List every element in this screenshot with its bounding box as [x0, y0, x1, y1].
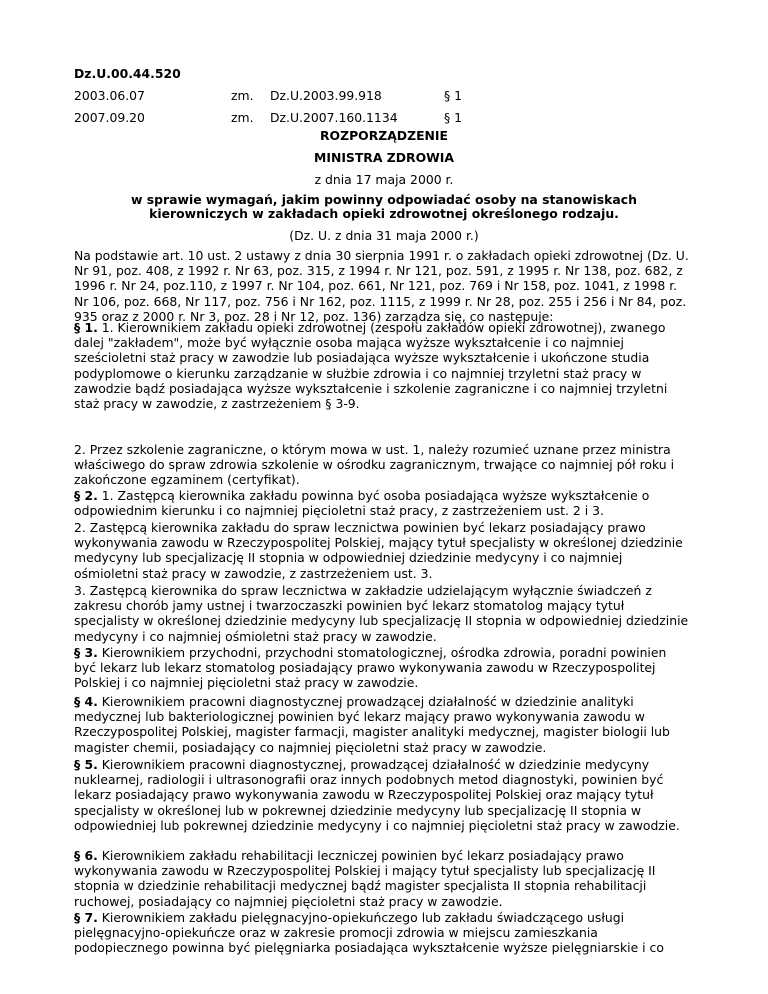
title-date: z dnia 17 maja 2000 r. — [314, 172, 454, 187]
paragraph-text: 2. Zastępcą kierownika zakładu do spraw lecznictwa powinien być lekarz posiadający prawo wykonywania zawodu w Rzeczypospolitej Polskiej, mający tytuł specjalisty w określonej dziedzinie medycyny lub specjalizację II stopnia w odpowiedniej dziedzinie medycyny i co najmniej ośmioletni staż pracy w zawodzie, z zastrzeżeniem ust. 3. — [74, 520, 683, 581]
paragraph-2 — [74, 488, 689, 518]
preamble: Na podstawie art. 10 ust. 2 ustawy z dnia 30 sierpnia 1991 r. o zakładach opieki zdrowotnej (Dz. U. Nr 91, poz. 408, z 1992 r. Nr 63, poz. 315, z 1994 r. Nr 121, poz. 591, z 1995 r. Nr 138, poz. 682, z 1996 r. Nr 24, poz.110, z 1997 r. Nr 104, poz. 661, Nr 121, poz. 769 i Nr 158, poz. 1041, z 1998 r. Nr 106, poz. 668, Nr 117, poz. 756 i Nr 162, poz. 1115, z 1999 r. Nr 28, poz. 255 i 256 i Nr 84, poz. 935 oraz z 2000 r. Nr 3, poz. 28 i Nr 12, poz. 136) zarządza się, co następuje: — [74, 248, 689, 324]
title-subject-line1: w sprawie wymagań, jakim powinny odpowiadać osoby na stanowiskach — [131, 192, 637, 207]
amendment-ref: Dz.U.2003.99.918 — [270, 88, 382, 103]
paragraph-2-2 — [74, 520, 689, 581]
paragraph-7 — [74, 910, 689, 956]
paragraph-text: Kierownikiem pracowni diagnostycznej prowadzącej działalność w dziedzinie analityki medycznej lub bakteriologicznej powinien być lekarz mający prawo wykonywania zawodu w Rzeczypospolitej Polskiej, magister farmacji, magister analityki medycznej, magister biologii lub magister chemii, posiadający co najmniej pięcioletni staż pracy w zawodzie. — [74, 694, 670, 755]
paragraph-label: § 1. — [74, 320, 98, 335]
amendment-type: zm. — [231, 110, 254, 125]
amendment-date: 2007.09.20 — [74, 110, 145, 125]
amendment-date: 2003.06.07 — [74, 88, 145, 103]
paragraph-6 — [74, 848, 689, 909]
title-authority: MINISTRA ZDROWIA — [314, 150, 454, 165]
paragraph-5 — [74, 757, 689, 833]
paragraph-2-3 — [74, 583, 689, 644]
title-heading: ROZPORZĄDZENIE — [320, 128, 448, 143]
paragraph-text: Kierownikiem przychodni, przychodni stomatologicznej, ośrodka zdrowia, poradni powinien być lekarz lub lekarz stomatolog posiadający prawo wykonywania zawodu w Rzeczypospolitej Polskiej i co najmniej pięcioletni staż pracy w zawodzie. — [74, 645, 667, 691]
paragraph-text: Kierownikiem zakładu pielęgnacyjno-opiekuńczego lub zakładu świadczącego usługi pielęgnacyjno-opiekuńcze oraz w zakresie promocji zdrowia w miejscu zamieszkania podopiecznego powinna być pielęgniarka posiadająca wykształcenie wyższe pielęgniarskie i co — [74, 910, 664, 956]
paragraph-1-2 — [74, 442, 689, 488]
title-subject-line2: kierowniczych w zakładach opieki zdrowotnej określonego rodzaju. — [149, 206, 619, 221]
paragraph-text: Kierownikiem pracowni diagnostycznej, prowadzącej działalność w dziedzinie medycyny nuklearnej, radiologii i ultrasonografii oraz innych podobnych metod diagnostyki, powinien być lekarz posiadający prawo wykonywania zawodu w Rzeczypospolitej Polskiej oraz mający tytuł specjalisty w określonej lub w pokrewnej dziedzinie medycyny lub specjalizację II stopnia w odpowiedniej lub pokrewnej dziedzinie medycyny i co najmniej pięcioletni staż pracy w zawodzie. — [74, 757, 680, 833]
amendment-type: zm. — [231, 88, 254, 103]
paragraph-1 — [74, 320, 689, 411]
amendment-ref: Dz.U.2007.160.1134 — [270, 110, 398, 125]
paragraph-label: § 7. — [74, 910, 98, 925]
paragraph-label: § 3. — [74, 645, 98, 660]
document-id: Dz.U.00.44.520 — [74, 66, 181, 81]
paragraph-text: 1. Zastępcą kierownika zakładu powinna być osoba posiadająca wyższe wykształcenie o odpowiednim kierunku i co najmniej pięcioletni staż pracy, z zastrzeżeniem ust. 2 i 3. — [74, 488, 650, 519]
paragraph-4 — [74, 694, 689, 755]
paragraph-text: Kierownikiem zakładu rehabilitacji leczniczej powinien być lekarz posiadający prawo wykonywania zawodu w Rzeczypospolitej Polskiej i mający tytuł specjalisty lub specjalizację II stopnia w dziedzinie rehabilitacji medycznej bądź magister specjalista II stopnia rehabilitacji ruchowej, posiadający co najmniej pięcioletni staż pracy w zawodzie. — [74, 848, 656, 909]
paragraph-text: 2. Przez szkolenie zagraniczne, o którym mowa w ust. 1, należy rozumieć uznane przez ministra właściwego do spraw zdrowia szkolenie w ośrodku zagranicznym, trwające co najmniej pół roku i zakończone egzaminem (certyfikat). — [74, 442, 675, 488]
paragraph-3 — [74, 645, 689, 691]
paragraph-label: § 5. — [74, 757, 98, 772]
paragraph-label: § 4. — [74, 694, 98, 709]
amendment-section: § 1 — [444, 110, 463, 125]
paragraph-text: 3. Zastępcą kierownika do spraw lecznictwa w zakładzie udzielającym wyłącznie świadczeń z zakresu chorób jamy ustnej i twarzoczaszki powinien być lekarz stomatolog mający tytuł specjalisty w określonej dziedzinie medycyny lub specjalizację II stopnia w odpowiedniej dziedzinie medycyny i co najmniej ośmioletni staż pracy w zawodzie. — [74, 583, 689, 644]
paragraph-label: § 6. — [74, 848, 98, 863]
publication-reference: (Dz. U. z dnia 31 maja 2000 r.) — [289, 228, 479, 243]
paragraph-label: § 2. — [74, 488, 98, 503]
paragraph-text: 1. Kierownikiem zakładu opieki zdrowotnej (zespołu zakładów opieki zdrowotnej), zwanego dalej "zakładem", może być wyłącznie osoba mająca wyższe wykształcenie i co najmniej sześcioletni staż pracy w zawodzie lub posiadająca wyższe wykształcenie i ukończone studia podyplomowe o kierunku zarządzanie w służbie zdrowia i co najmniej trzyletni staż pracy w zawodzie bądź posiadająca wyższe wykształcenie i szkolenie zagraniczne i co najmniej trzyletni staż pracy w zawodzie, z zastrzeżeniem § 3-9. — [74, 320, 668, 412]
amendment-section: § 1 — [444, 88, 463, 103]
